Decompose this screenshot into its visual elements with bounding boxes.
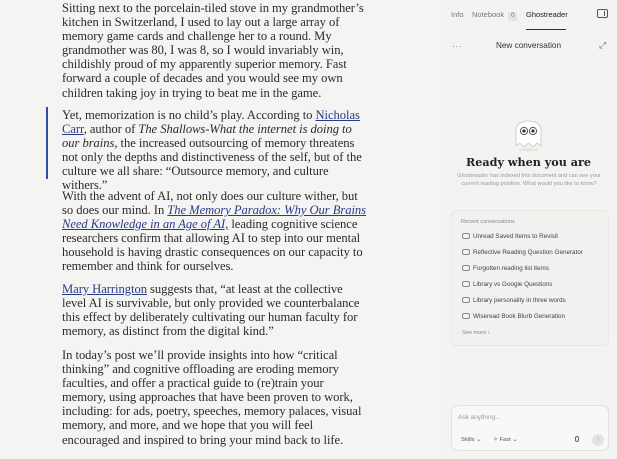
- chat-icon: [462, 313, 470, 319]
- sidebar-toggle-icon[interactable]: [597, 9, 608, 18]
- paragraph-4-text-b: suggests that, “at least at the collective level AI is survivable, but only provided we counterbalance this effect by deliberately cultivating our human faculty for memory, as distinct from the digital kind.”: [62, 282, 360, 339]
- paragraph-2-text-b: , author of: [83, 122, 139, 137]
- paragraph-3: [62, 189, 370, 274]
- tab-info[interactable]: Info: [451, 10, 464, 19]
- recent-conversation-item[interactable]: [462, 313, 607, 325]
- ask-input[interactable]: [458, 411, 603, 423]
- paragraph-3-text-a: With the advent of AI, not only does our culture wither, but so does our mind. In: [62, 189, 358, 218]
- chat-composer: [451, 405, 609, 451]
- tab-ghostreader[interactable]: Ghostreader: [526, 10, 568, 19]
- conversation-header: [440, 37, 617, 55]
- paragraph-2-text-a: Yet, memorization is no child’s play. According to: [62, 108, 316, 122]
- conversation-title: New conversation: [495, 41, 562, 50]
- recent-conversation-label: Library personality in three words: [473, 297, 566, 304]
- ready-description: Ghostreader has indexed this document and can see your current reading position. What would you like to know?: [457, 173, 601, 187]
- tab-notebook[interactable]: [472, 10, 517, 21]
- recent-conversation-label: Unread Saved Items to Revisit: [473, 233, 559, 240]
- send-button[interactable]: ↑: [592, 434, 604, 446]
- recent-conversation-item[interactable]: [462, 265, 607, 277]
- recent-conversation-item[interactable]: [462, 281, 607, 293]
- tab-notebook-label: Notebook: [472, 10, 505, 19]
- highlight-bar[interactable]: [46, 107, 48, 179]
- expand-icon[interactable]: ⤢: [599, 40, 607, 50]
- mary-harrington-link[interactable]: Mary Harrington: [62, 282, 147, 296]
- paragraph-2: [62, 108, 370, 193]
- chat-icon: [462, 233, 470, 239]
- paragraph-5: In today’s post we’ll provide insights into how “critical thinking” and cognitive offloading are eroding memory faculties, and offer a practical guide to (re)train your memory, using approaches that have been proven to work, including: for ads, poetry, speeches, memory palaces, visual memory, and more, and we hope that you will feel encouraged and inspired to bring your mind back to life.: [62, 348, 362, 447]
- paragraph-3-text-b: leading cognitive science researchers confirm that allowing AI to step into our mental household is having drastic consequences on our capacity to remember and think for ourselves.: [62, 217, 363, 274]
- paragraph-1: Sitting next to the porcelain-tiled stove in my grandmother’s kitchen in Switzerland, I used to lay out a large array of memory game cards and challenge her to a round. My grandmother was 80, I was 8, so I would invariably win, childishly proud of my apparently superior memory. Fast forward a couple of decades and you would see my own children taking joy in trying to beat me in the game.: [62, 1, 364, 100]
- paragraph-2-text-c: the increased outsourcing of memory threatens not only the depths and distinctiveness of the self, but of the culture we all share: “Outsource memory, and culture withers.”: [62, 136, 362, 193]
- ghost-icon: [512, 112, 545, 152]
- panel-tabs: [440, 0, 617, 30]
- recent-conversation-label: Forgotten reading list items: [473, 265, 549, 272]
- nicholas-carr-link[interactable]: Nicholas Carr: [62, 108, 360, 137]
- more-options-icon[interactable]: ···: [452, 41, 463, 51]
- chat-icon: [462, 281, 470, 287]
- ready-title: Ready when you are: [465, 155, 592, 169]
- chat-icon: [462, 249, 470, 255]
- see-more-link[interactable]: See more ›: [462, 330, 490, 336]
- microphone-icon[interactable]: [575, 436, 579, 442]
- recent-conversations-label: Recent conversations: [461, 219, 515, 225]
- chat-icon: [462, 297, 470, 303]
- active-tab-indicator: [526, 29, 566, 30]
- paragraph-4: [62, 282, 370, 338]
- recent-conversation-item[interactable]: [462, 233, 607, 245]
- recent-conversations: [451, 210, 609, 346]
- recent-conversation-label: Wiseread Book Blurb Generation: [473, 313, 566, 320]
- recent-conversation-label: Reflective Reading Question Generator: [473, 249, 583, 256]
- fast-mode-dropdown[interactable]: ✧ Fast ⌄: [493, 437, 518, 443]
- ghostreader-panel: [440, 0, 617, 459]
- skills-dropdown[interactable]: Skills ⌄: [461, 437, 481, 443]
- memory-paradox-title: The Memory Paradox: Why Our Brains Need Knowledge in an Age of AI,: [62, 203, 367, 232]
- notebook-count-badge: 0: [508, 12, 517, 21]
- chat-icon: [462, 265, 470, 271]
- book-title-shallows: The Shallows-What the internet is doing to our brains,: [62, 122, 352, 151]
- recent-conversation-item[interactable]: [462, 297, 607, 309]
- recent-conversation-label: Library vs Google Questions: [473, 281, 553, 288]
- recent-conversation-item[interactable]: [462, 249, 607, 261]
